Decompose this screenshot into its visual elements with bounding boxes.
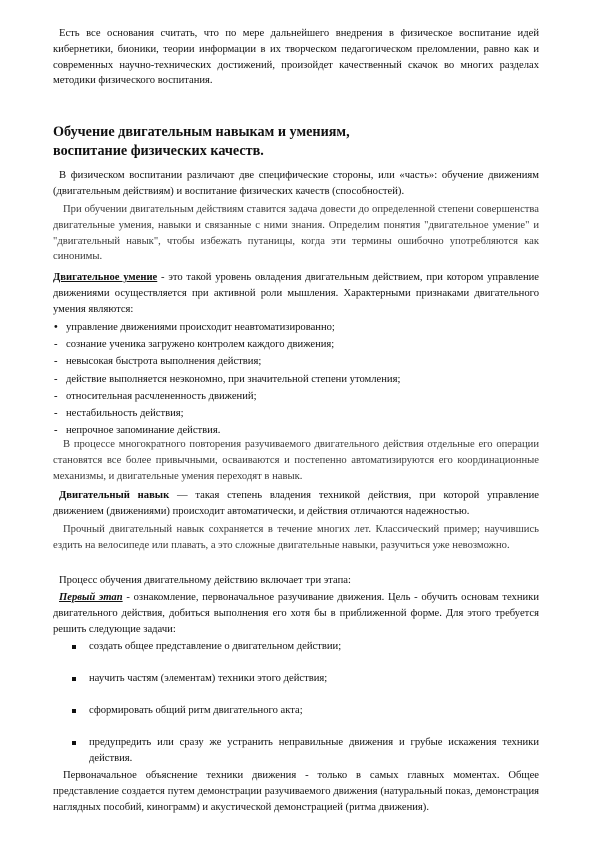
list-item: - нестабильность действия; <box>53 405 539 422</box>
definition-motor-ability: это такой уровень овладения двигательным действием, при котором управление движениями осуществляется при активной роли мышления. Характерными признаками двигательного умения являются: <box>53 272 539 315</box>
list-item: - невысокая быстрота выполнения действия; <box>53 353 539 370</box>
term-first-stage: Первый этап <box>59 592 123 603</box>
paragraph-repetition: В процессе многократного повторения разучиваемого двигательного действия отдельные его операции становятся все более привычными, осваиваются и постепенно автоматизируются его координационные механизмы, и двигательные умения переходят в навык. <box>53 439 539 482</box>
term-separator: - <box>157 272 169 283</box>
paragraph-first-explanation: Первоначальное объяснение техники движения - только в самых главных моментах. Общее представление создается путем демонстрации разучиваемого движения (натуральный показ, демонстрация наглядных пособий, кинограмм) и акустической демонстрацией (ритма движения). <box>53 770 539 813</box>
paragraph-three-stages: Процесс обучения двигательному действию включает три этапа: <box>59 575 351 586</box>
list-item: сформировать общий ритм двигательного акта; <box>53 703 539 719</box>
term-motor-habit: Двигательный навык <box>59 490 170 501</box>
list-item: - относительная расчлененность движений; <box>53 388 539 405</box>
term-motor-ability: Двигательное умение <box>53 272 158 283</box>
intro-paragraph: Есть все основания считать, что по мере дальнейшего внедрения в физическое воспитание идей кибернетики, бионики, теории информации в их творческом педагогическом преломлении, равно как и современных научно-технических достижений, произойдет качественный скачок во многих разделах методики физического воспитания. <box>53 28 539 87</box>
list-item: - сознание ученика загружено контролем каждого движения; <box>53 336 539 353</box>
section-heading-line-1: Обучение двигательным навыкам и умениям, <box>53 124 350 140</box>
list-item: • управление движениями происходит неавтоматизированно; <box>53 319 539 336</box>
paragraph-motor-habit-definition <box>53 488 539 520</box>
paragraph-durable-habit: Прочный двигательный навык сохраняется в течение многих лет. Классический пример; научившись ездить на велосипеде или плавать, а это сложные двигательные навыки, разучиться уже невозможно. <box>53 524 539 551</box>
list-item: научить частям (элементам) техники этого действия; <box>53 671 539 687</box>
paragraph-two-sides: В физическом воспитании различают две специфические стороны, или «часть»: обучение движениям (двигательным действиям) и воспитание физических качеств (способностей). <box>53 170 539 197</box>
paragraph-learning-actions: При обучении двигательным действиям ставится задача довести до определенной степени совершенства двигательные умения, навыки и связанные с ними знания. Определим понятия "двигательное умение" и "двигательный навык", чтобы избежать путаницы, когда эти термины ошибочно употребляются как синонимы. <box>53 204 539 263</box>
definition-motor-habit: — такая степень владения техникой действия, при которой управление движением (движениями) происходит автоматически, и действия отличаются надежностью. <box>53 490 539 517</box>
section-heading <box>53 123 539 160</box>
ability-features-list <box>53 319 539 439</box>
list-item: - действие выполняется неэкономно, при значительной степени утомления; <box>53 371 539 388</box>
list-item: предупредить или сразу же устранить неправильные движения и грубые искажения техники действия. <box>53 735 539 767</box>
paragraph-first-stage <box>53 590 539 637</box>
first-stage-description: - ознакомление, первоначальное разучивание движения. Цель - обучить основам техники двигательного действия, добиться выполнения его хотя бы в приближенной форме. Для этого требуется решить следующие задачи: <box>53 592 539 635</box>
list-item: - непрочное запоминание действия. <box>53 422 539 439</box>
section-heading-line-2: воспитание физических качеств. <box>53 142 264 159</box>
list-item: создать общее представление о двигательном действии; <box>53 639 539 655</box>
paragraph-motor-skill-definition <box>53 270 539 317</box>
